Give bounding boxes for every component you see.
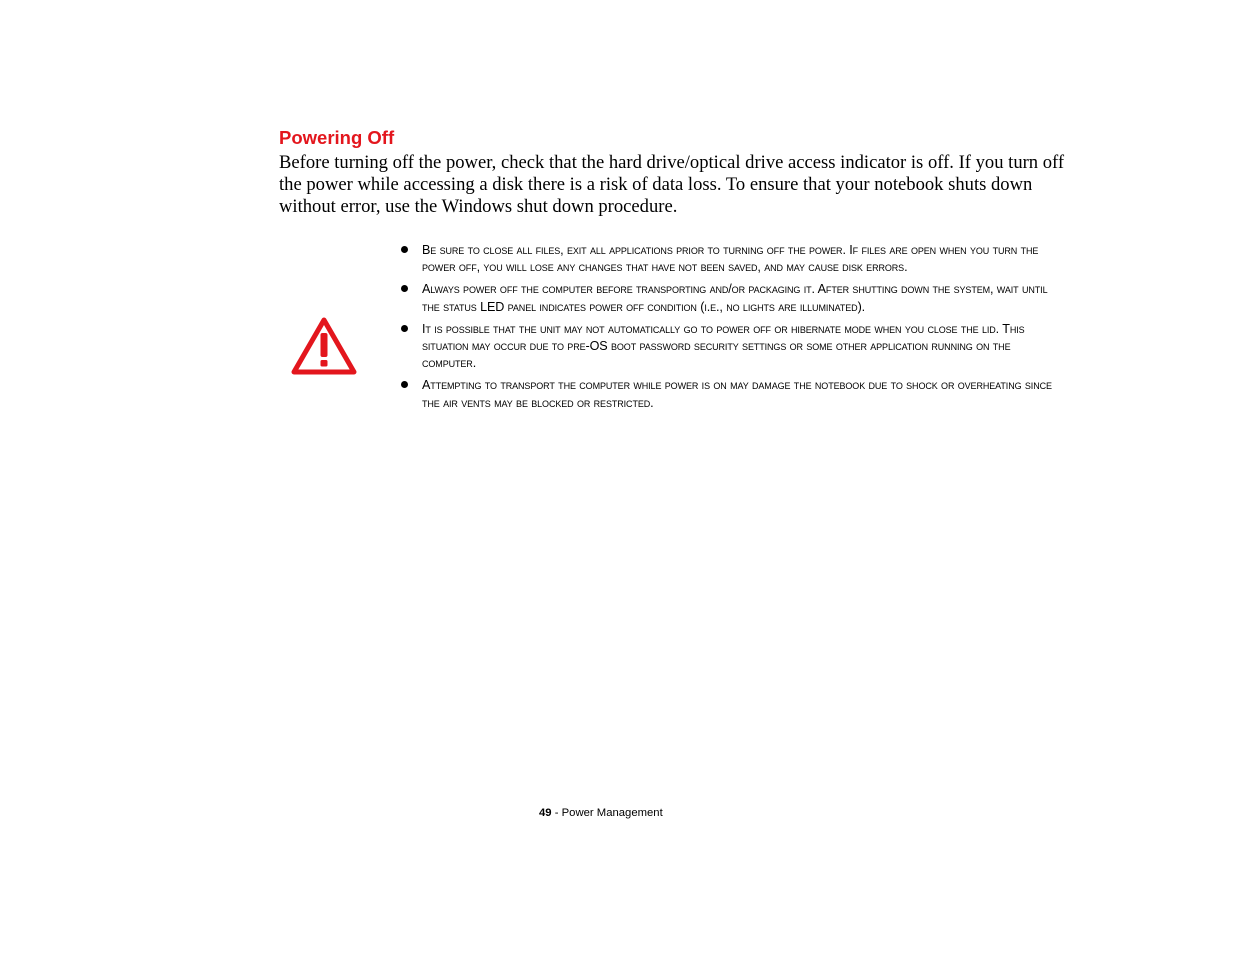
- page-number: 49: [539, 807, 552, 819]
- bullet-icon: [401, 285, 408, 292]
- page-footer: [539, 806, 663, 821]
- bullet-icon: [401, 381, 408, 388]
- intro-paragraph: Before turning off the power, check that the hard drive/optical drive access indicator is off. If you turn off the power while accessing a disk there is a risk of data loss. To ensure that your notebook shuts down without error, use the Windows shut down procedure.: [279, 152, 1065, 217]
- caution-item-text: Always power off the computer before transporting and/or packaging it. After shutting down the system, wait until the status LED panel indicates power off condition (i.e., no lights are illuminated).: [422, 282, 1048, 314]
- chapter-title: Power Management: [561, 807, 663, 819]
- caution-item-text: Be sure to close all files, exit all applications prior to turning off the power. If files are open when you turn the power off, you will lose any changes that have not been saved, and may cause disk errors.: [422, 243, 1039, 275]
- caution-list: [398, 242, 1058, 417]
- footer-separator: -: [551, 807, 562, 819]
- caution-item-text: Attempting to transport the computer while power is on may damage the notebook due to shock or overheating since the air vents may be blocked or restricted.: [422, 378, 1052, 410]
- caution-item-text: It is possible that the unit may not automatically go to power off or hibernate mode when you close the lid. This situation may occur due to pre-OS boot password security settings or some other application running on the computer.: [422, 321, 1025, 371]
- section-title: Powering Off: [279, 127, 395, 148]
- caution-item: [398, 242, 1058, 276]
- bullet-icon: [401, 246, 408, 253]
- caution-item: [398, 281, 1058, 315]
- caution-item: [398, 321, 1058, 373]
- caution-item: [398, 377, 1058, 411]
- bullet-icon: [401, 325, 408, 332]
- warning-triangle-icon: [290, 316, 358, 376]
